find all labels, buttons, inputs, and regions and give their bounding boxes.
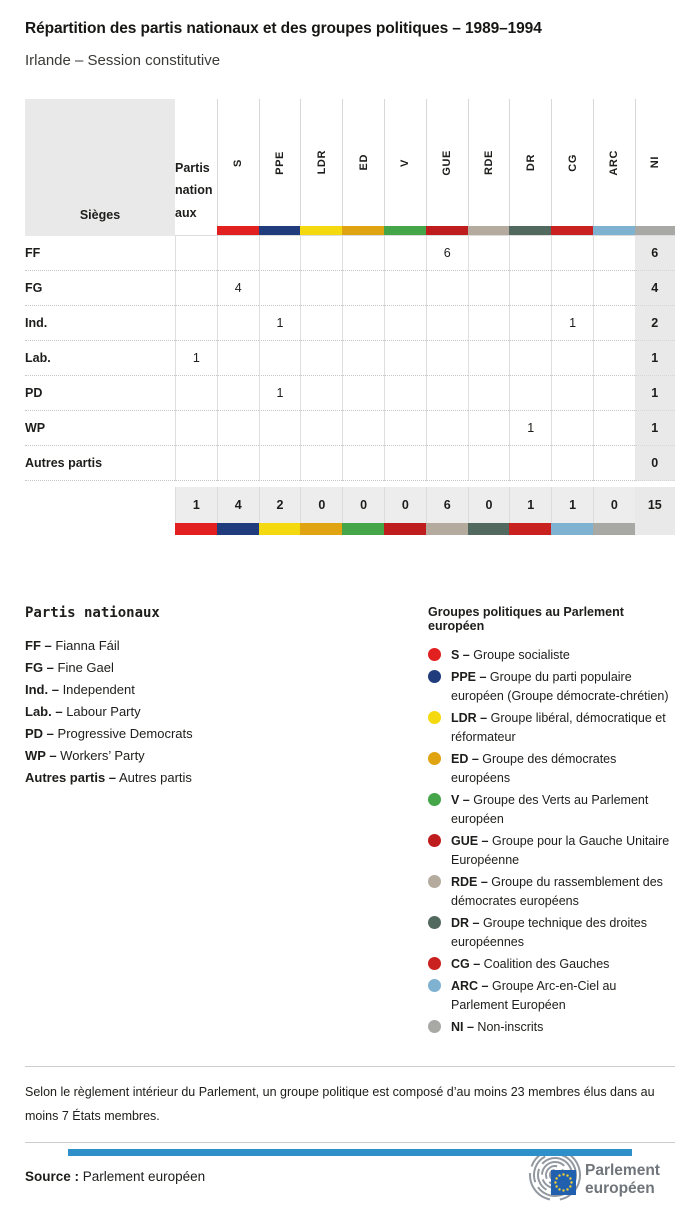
seat-count-cell [468, 446, 510, 481]
seat-count-cell [384, 341, 426, 376]
row-seats-total: 6 [635, 236, 675, 271]
group-color-bar [551, 523, 593, 535]
seat-count-cell [593, 446, 635, 481]
seat-count-cell [551, 341, 593, 376]
seat-count-cell [342, 236, 384, 271]
seat-count-cell [593, 376, 635, 411]
seat-count-cell [426, 271, 468, 306]
group-color-bar [551, 226, 593, 236]
group-total-cell: 1 [551, 487, 593, 523]
seat-count-cell [593, 411, 635, 446]
group-color-dot-icon [428, 670, 441, 683]
seat-count-cell [217, 411, 259, 446]
row-seats-total: 2 [635, 306, 675, 341]
source-text [25, 1169, 205, 1184]
group-legend-item: S – Groupe socialiste [428, 646, 675, 665]
seat-count-cell [551, 411, 593, 446]
seat-count-cell [217, 376, 259, 411]
group-code-label: S [232, 158, 245, 167]
group-code-label: NI [649, 156, 662, 169]
seat-count-cell [468, 271, 510, 306]
group-column-header [635, 99, 675, 226]
european-parliament-logo [525, 1150, 675, 1202]
party-row-label: FF [25, 236, 175, 271]
seat-count-cell [259, 236, 301, 271]
seat-count-cell: 6 [426, 236, 468, 271]
seat-count-cell [509, 376, 551, 411]
seat-count-cell [259, 341, 301, 376]
seat-count-cell [384, 306, 426, 341]
seat-count-cell [259, 411, 301, 446]
page-subtitle: Irlande – Session constitutive [25, 52, 221, 69]
group-total-cell: 0 [384, 487, 426, 523]
group-color-bar [593, 523, 635, 535]
seat-count-cell [300, 446, 342, 481]
seat-count-cell [384, 411, 426, 446]
group-code-label: DR [524, 153, 537, 172]
logo-text-line2: européen [585, 1180, 655, 1197]
seat-count-cell [217, 306, 259, 341]
row-seats-total: 1 [635, 376, 675, 411]
seat-count-cell [259, 271, 301, 306]
group-legend-item: NI – Non-inscrits [428, 1018, 675, 1037]
party-row-label: Autres partis [25, 446, 175, 481]
group-color-bar [259, 523, 301, 535]
group-legend-item: LDR – Groupe libéral, démocratique et réformateur [428, 709, 675, 747]
group-total-cell: 6 [426, 487, 468, 523]
legend-parties-heading: Partis nationaux [25, 605, 160, 621]
seat-count-cell [175, 376, 217, 411]
header-bar-spacer [175, 226, 217, 236]
seat-count-cell [300, 236, 342, 271]
party-legend-item: WP – Workers’ Party [25, 748, 145, 763]
seat-count-cell [509, 271, 551, 306]
seat-count-cell [217, 236, 259, 271]
party-row-label: WP [25, 411, 175, 446]
seat-count-cell [593, 271, 635, 306]
group-code-label: ED [357, 154, 370, 171]
row-seats-total: 1 [635, 411, 675, 446]
row-seats-total: 0 [635, 446, 675, 481]
group-total-cell: 0 [342, 487, 384, 523]
group-color-bar [384, 523, 426, 535]
group-color-bar [217, 523, 259, 535]
seat-count-cell [300, 411, 342, 446]
table-corner-label [175, 99, 217, 226]
group-color-bar [384, 226, 426, 236]
group-legend-item: DR – Groupe technique des droites européennes [428, 914, 675, 952]
table-corner-text: Partis nationaux [175, 160, 213, 220]
seat-count-cell [468, 411, 510, 446]
group-color-bar [300, 226, 342, 236]
group-column-header [384, 99, 426, 226]
seat-count-cell [426, 341, 468, 376]
logo-text-line1: Parlement [585, 1162, 660, 1179]
seats-column-header: Sièges [25, 99, 175, 236]
seats-column-footer [635, 523, 675, 535]
seat-count-cell [468, 376, 510, 411]
seat-count-cell [551, 236, 593, 271]
group-color-dot-icon [428, 834, 441, 847]
seat-count-cell [342, 376, 384, 411]
seat-count-cell [551, 271, 593, 306]
seat-count-cell [384, 446, 426, 481]
legend-groups-list [428, 646, 675, 1037]
seat-count-cell [468, 306, 510, 341]
seat-count-cell [175, 236, 217, 271]
party-legend-item: Autres partis – Autres partis [25, 770, 192, 785]
group-color-dot-icon [428, 916, 441, 929]
group-color-bar [259, 226, 301, 236]
seat-count-cell [509, 446, 551, 481]
seat-count-cell [426, 376, 468, 411]
group-code-label: ARC [608, 149, 621, 176]
seat-count-cell [593, 236, 635, 271]
group-legend-item: GUE – Groupe pour la Gauche Unitaire Européenne [428, 832, 675, 870]
group-color-bar [426, 523, 468, 535]
seat-count-cell [217, 341, 259, 376]
group-legend-item: PPE – Groupe du parti populaire européen (Groupe démocrate-chrétien) [428, 668, 675, 706]
seat-count-cell [509, 236, 551, 271]
legend-groups [428, 605, 675, 1040]
group-color-bar [593, 226, 635, 236]
group-column-header [468, 99, 510, 226]
group-legend-item: V – Groupe des Verts au Parlement européen [428, 791, 675, 829]
seat-count-cell [384, 271, 426, 306]
group-color-dot-icon [428, 648, 441, 661]
group-color-dot-icon [428, 875, 441, 888]
party-legend-item: FF – Fianna Fáil [25, 638, 120, 653]
group-color-bar [342, 523, 384, 535]
row-seats-total: 4 [635, 271, 675, 306]
legend-groups-heading: Groupes politiques au Parlement européen [428, 605, 624, 633]
seat-count-cell [384, 376, 426, 411]
totals-row-label [25, 487, 175, 523]
group-color-dot-icon [428, 979, 441, 992]
group-code-label: CG [566, 153, 579, 172]
seat-count-cell [426, 411, 468, 446]
group-color-bar [635, 226, 675, 236]
group-legend-item: RDE – Groupe du rassemblement des démocrates européens [428, 873, 675, 911]
group-legend-item: ED – Groupe des démocrates européens [428, 750, 675, 788]
seat-count-cell: 1 [551, 306, 593, 341]
seat-count-cell [426, 446, 468, 481]
footnote: Selon le règlement intérieur du Parlement, un groupe politique est composé d’au moins 23 membres élus dans au moins 7 États membres. [25, 1066, 675, 1143]
page-title: Répartition des partis nationaux et des groupes politiques – 1989–1994 [25, 20, 542, 37]
source-label: Source : [25, 1168, 80, 1184]
group-total-cell: 2 [259, 487, 301, 523]
party-legend-item: Ind. – Independent [25, 682, 135, 697]
group-color-bar [468, 523, 510, 535]
group-column-header [259, 99, 301, 226]
group-column-header [342, 99, 384, 226]
group-color-bar [300, 523, 342, 535]
seat-count-cell [175, 411, 217, 446]
seats-grand-total: 15 [635, 487, 675, 523]
group-color-dot-icon [428, 793, 441, 806]
group-code-label: LDR [315, 150, 328, 175]
seat-count-cell [300, 376, 342, 411]
seat-count-cell: 1 [259, 376, 301, 411]
group-color-dot-icon [428, 752, 441, 765]
legend-section [25, 605, 675, 1040]
results-table [25, 99, 675, 535]
seat-count-cell [259, 446, 301, 481]
seat-count-cell [175, 446, 217, 481]
group-color-bar [342, 226, 384, 236]
seat-count-cell: 1 [175, 341, 217, 376]
group-total-cell: 4 [217, 487, 259, 523]
seat-count-cell: 1 [259, 306, 301, 341]
seat-count-cell [551, 376, 593, 411]
seat-count-cell [342, 411, 384, 446]
seat-count-cell [217, 446, 259, 481]
group-color-bar [426, 226, 468, 236]
group-code-label: RDE [482, 149, 495, 176]
party-row-label: Lab. [25, 341, 175, 376]
seat-count-cell [551, 446, 593, 481]
group-code-label: PPE [273, 150, 286, 175]
seat-count-cell [300, 306, 342, 341]
group-color-dot-icon [428, 1020, 441, 1033]
group-column-header [300, 99, 342, 226]
group-color-bar [468, 226, 510, 236]
group-total-cell: 1 [509, 487, 551, 523]
seat-count-cell [342, 341, 384, 376]
seat-count-cell: 1 [509, 411, 551, 446]
seat-count-cell [342, 271, 384, 306]
group-color-bar [175, 523, 217, 535]
seat-count-cell [300, 341, 342, 376]
party-legend-item: Lab. – Labour Party [25, 704, 141, 719]
party-row-label: PD [25, 376, 175, 411]
seat-count-cell [509, 341, 551, 376]
legend-parties [25, 605, 428, 1040]
seat-count-cell [300, 271, 342, 306]
group-code-label: GUE [441, 149, 454, 176]
group-column-header [593, 99, 635, 226]
seat-count-cell [593, 341, 635, 376]
seat-count-cell [593, 306, 635, 341]
seat-count-cell [468, 236, 510, 271]
group-column-header [509, 99, 551, 226]
seat-count-cell [342, 306, 384, 341]
group-total-cell: 0 [468, 487, 510, 523]
group-color-bar [217, 226, 259, 236]
seat-count-cell [384, 236, 426, 271]
seat-count-cell [342, 446, 384, 481]
seat-count-cell [426, 306, 468, 341]
group-total-cell: 0 [300, 487, 342, 523]
group-color-bar [509, 226, 551, 236]
group-column-header [217, 99, 259, 226]
legend-parties-list [25, 635, 428, 789]
seat-count-cell [468, 341, 510, 376]
group-color-bar [509, 523, 551, 535]
group-legend-item: CG – Coalition des Gauches [428, 955, 675, 974]
group-total-cell: 0 [593, 487, 635, 523]
timeline-progress-bar[interactable] [68, 1149, 632, 1156]
group-column-header [551, 99, 593, 226]
source-value: Parlement européen [82, 1168, 206, 1184]
party-row-label: FG [25, 271, 175, 306]
seat-count-cell: 4 [217, 271, 259, 306]
seat-count-cell [509, 306, 551, 341]
party-legend-item: FG – Fine Gael [25, 660, 114, 675]
row-seats-total: 1 [635, 341, 675, 376]
party-legend-item: PD – Progressive Democrats [25, 726, 193, 741]
group-legend-item: ARC – Groupe Arc-en-Ciel au Parlement Européen [428, 977, 675, 1015]
seat-count-cell [175, 306, 217, 341]
group-column-header [426, 99, 468, 226]
group-total-cell: 1 [175, 487, 217, 523]
group-code-label: V [399, 158, 412, 167]
group-color-dot-icon [428, 957, 441, 970]
party-row-label: Ind. [25, 306, 175, 341]
totals-bar-spacer [25, 523, 175, 535]
seat-count-cell [175, 271, 217, 306]
group-color-dot-icon [428, 711, 441, 724]
